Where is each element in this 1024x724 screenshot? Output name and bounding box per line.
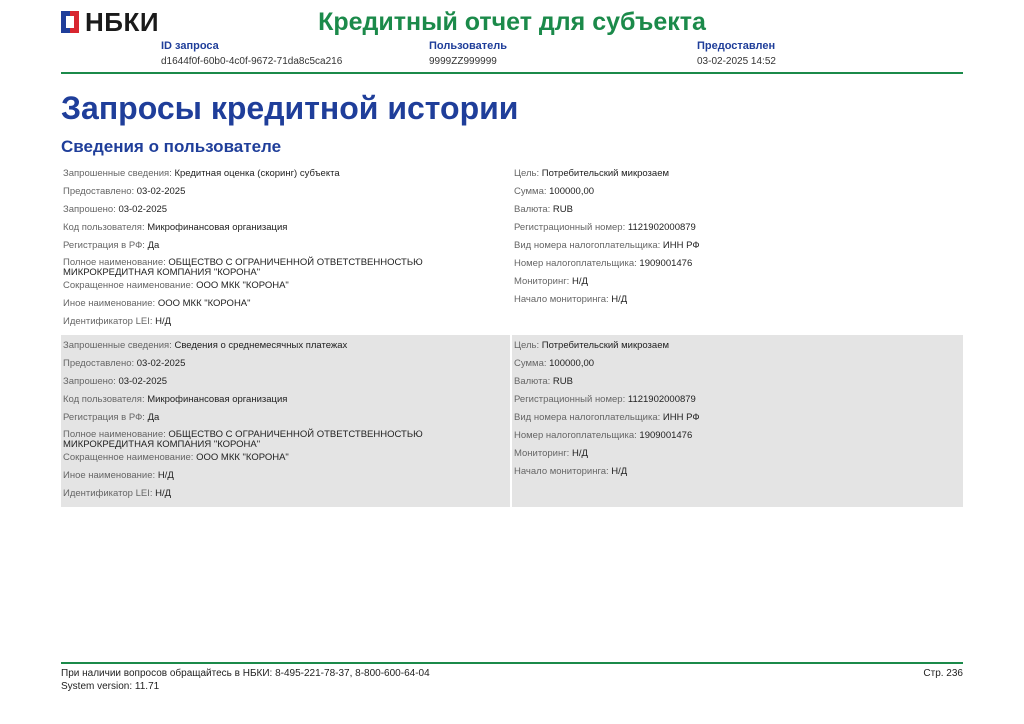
record-field: Запрошено: 03-02-2025: [63, 204, 168, 215]
user-value: 9999ZZ999999: [429, 56, 497, 67]
footer-contact: При наличии вопросов обращайтесь в НБКИ: 8-495-221-78-37, 8-800-600-64-04: [61, 668, 430, 679]
request-id-label: ID запроса: [161, 40, 219, 52]
record-field: Предоставлено: 03-02-2025: [63, 358, 186, 369]
record-field: Вид номера налогоплательщика: ИНН РФ: [514, 412, 700, 423]
record-field: Регистрация в РФ: Да: [63, 412, 160, 423]
record-field: Полное наименование: ОБЩЕСТВО С ОГРАНИЧЕННОЙ ОТВЕТСТВЕННОСТЬЮ МИКРОКРЕДИТНАЯ КОМПАНИЯ "КОРОНА": [63, 429, 423, 450]
record-field: Регистрационный номер: 1121902000879: [514, 222, 696, 233]
record-field: Код пользователя: Микрофинансовая организация: [63, 222, 288, 233]
record-field: Иное наименование: Н/Д: [63, 470, 174, 481]
page-title: Запросы кредитной истории: [61, 90, 519, 126]
record-field: Регистрация в РФ: Да: [63, 240, 160, 251]
user-label: Пользователь: [429, 40, 508, 52]
record-left-column: [61, 163, 510, 335]
record-field: Номер налогоплательщика: 1909001476: [514, 430, 693, 441]
request-id-value: d1644f0f-60b0-4c0f-9672-71da8c5ca216: [161, 56, 343, 67]
record-field: Вид номера налогоплательщика: ИНН РФ: [514, 240, 700, 251]
record-left-column: [61, 335, 510, 507]
record-field: Валюта: RUB: [514, 376, 573, 387]
record-field: Валюта: RUB: [514, 204, 573, 215]
record-right-column: [512, 335, 963, 507]
record-field: Идентификатор LEI: Н/Д: [63, 488, 172, 499]
logo-text: НБКИ: [85, 6, 160, 37]
provided-block: [697, 40, 776, 67]
record-field: Идентификатор LEI: Н/Д: [63, 316, 172, 327]
request-id-block: [161, 40, 342, 67]
record-field: Номер налогоплательщика: 1909001476: [514, 258, 693, 269]
record-right-column: [512, 163, 963, 335]
report-title: Кредитный отчет для субъекта: [318, 8, 706, 36]
record-field: Сумма: 100000,00: [514, 186, 595, 197]
record-field: Полное наименование: ОБЩЕСТВО С ОГРАНИЧЕННОЙ ОТВЕТСТВЕННОСТЬЮ МИКРОКРЕДИТНАЯ КОМПАНИЯ "КОРОНА": [63, 257, 423, 278]
provided-label: Предоставлен: [697, 40, 776, 52]
inquiry-record: [61, 335, 963, 507]
record-field: Сумма: 100000,00: [514, 358, 595, 369]
system-version: System version: 11.71: [61, 681, 160, 692]
inquiry-records: [61, 163, 963, 507]
record-field: Цель: Потребительский микрозаем: [514, 340, 670, 351]
record-field: Предоставлено: 03-02-2025: [63, 186, 186, 197]
record-field: Мониторинг: Н/Д: [514, 448, 588, 459]
record-field: Запрошенные сведения: Кредитная оценка (скоринг) субъекта: [63, 168, 340, 179]
record-field: Начало мониторинга: Н/Д: [514, 294, 628, 305]
record-field: Иное наименование: ООО МКК "КОРОНА": [63, 298, 251, 309]
user-block: [429, 40, 507, 67]
inquiry-record: [61, 163, 963, 335]
record-field: Сокращенное наименование: ООО МКК "КОРОНА": [63, 280, 289, 291]
record-field: Запрошенные сведения: Сведения о среднемесячных платежах: [63, 340, 348, 351]
record-field: Регистрационный номер: 1121902000879: [514, 394, 696, 405]
header-divider: [61, 72, 963, 74]
record-field: Сокращенное наименование: ООО МКК "КОРОНА": [63, 452, 289, 463]
record-field: Цель: Потребительский микрозаем: [514, 168, 670, 179]
page-number: Стр. 236: [923, 668, 963, 679]
record-field: Код пользователя: Микрофинансовая организация: [63, 394, 288, 405]
record-field: Мониторинг: Н/Д: [514, 276, 588, 287]
footer-divider: [61, 662, 963, 664]
section-title: Сведения о пользователе: [61, 137, 282, 156]
provided-value: 03-02-2025 14:52: [697, 56, 776, 67]
record-field: Начало мониторинга: Н/Д: [514, 466, 628, 477]
record-field: Запрошено: 03-02-2025: [63, 376, 168, 387]
